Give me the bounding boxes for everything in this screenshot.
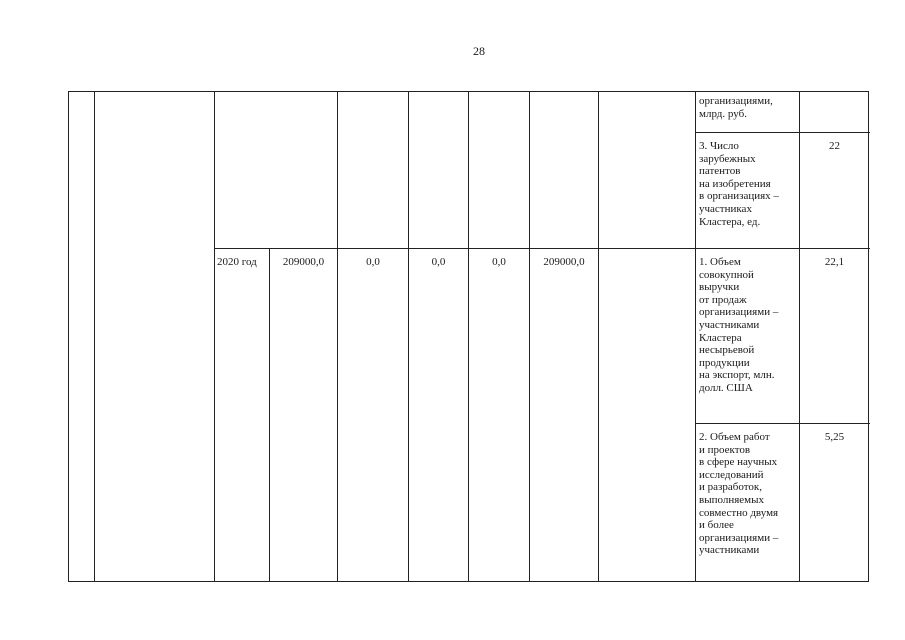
row-divider [695,423,870,424]
col-divider [529,92,530,581]
row-divider [695,132,870,133]
indicator-text: организациями, млрд. руб. [699,95,773,120]
year-cell: 2020 год [217,256,257,268]
indicator-text: 2. Объем работ и проектов в сфере научных исследований и разработок, выполняемых совместно двумя и более организациями – участниками [699,431,779,557]
page-number: 28 [473,44,485,58]
value-cell: 0,0 [492,256,506,268]
row-divider [214,248,870,249]
col-divider [269,248,270,581]
indicator-value: 5,25 [824,431,845,443]
data-table [68,91,869,582]
col-divider [799,92,800,581]
value-cell: 209000,0 [543,256,585,268]
indicator-text: 1. Объем совокупной выручки от продаж организациями – участниками Кластера несырьевой продукции на экспорт, млн. долл. США [699,256,779,394]
col-divider [337,92,338,581]
col-divider [598,92,599,581]
value-cell: 0,0 [366,256,380,268]
value-cell: 209000,0 [282,256,325,268]
value-cell: 0,0 [431,256,446,268]
col-divider [408,92,409,581]
col-divider [94,92,95,581]
col-divider [214,92,215,581]
col-divider [468,92,469,581]
indicator-value: 22 [829,140,840,152]
indicator-text: 3. Число зарубежных патентов на изобретения в организациях – участниках Кластера, ед. [699,140,779,228]
col-divider [695,92,696,581]
indicator-value: 22,1 [824,256,845,268]
